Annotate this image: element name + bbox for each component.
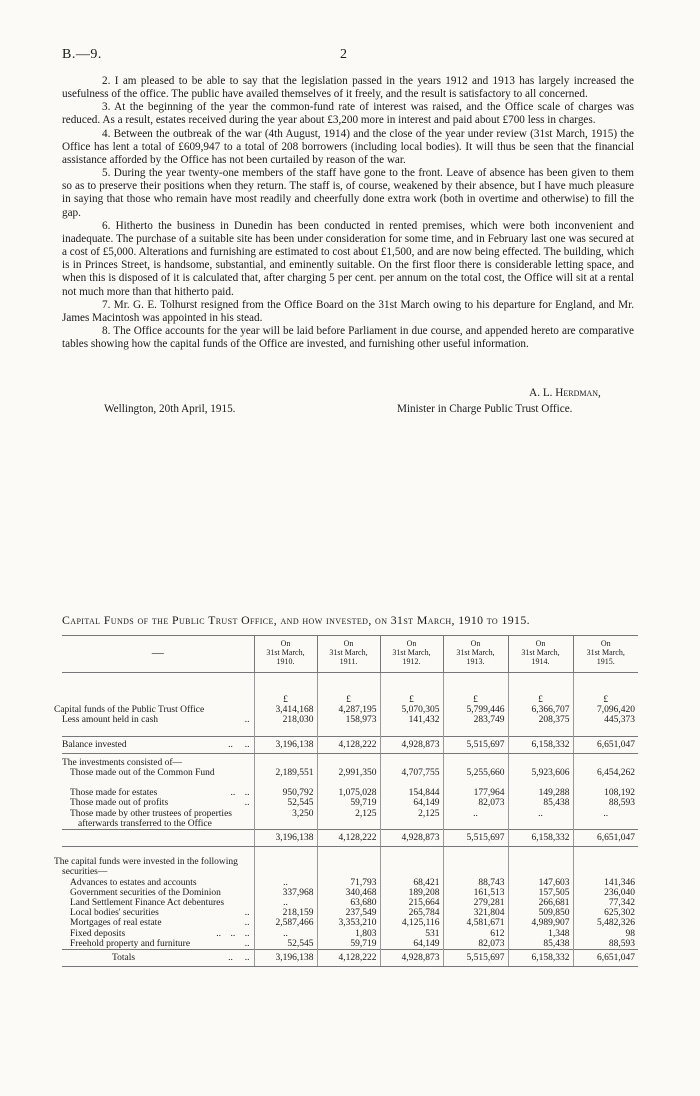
report-body <box>62 75 634 351</box>
table-header-row <box>62 636 638 673</box>
table-row: Those made for estates .. .. 950,792 1,075,028 154,844 177,964 149,288 108,192 <box>62 788 638 798</box>
column-header: On 31st March, 1912. <box>380 636 443 673</box>
paragraph-5: 5. During the year twenty-one members of the staff have gone to the front. Leave of absence has been given to them so as to preserve their positions when they return. The staff is, of course, weakened by their absence, but I have much pleasure in saying that those who remain have most readily and cheerfully done extra work (both in overtime and otherwise) to fill the gap. <box>62 167 634 219</box>
spacer-row <box>62 673 638 696</box>
page-number: 2 <box>340 47 347 62</box>
column-header: On 31st March, 1915. <box>573 636 638 673</box>
section-heading-row: The investments consisted of— <box>62 753 638 768</box>
table-row: Freehold property and furniture .. 52,545 59,719 64,149 82,073 85,438 88,593 <box>62 939 638 950</box>
table-row: Capital funds of the Public Trust Office 3,414,168 4,287,195 5,070,305 5,799,446 6,366,707 7,096,420 <box>62 705 638 715</box>
paragraph-6: 6. Hitherto the business in Dunedin has been conducted in rented premises, which were both inconvenient and inadequate. The purchase of a suitable site has been under consideration for some time, and in February last one was secured at a cost of £5,000. Alterations and furnishing are estimated to cost about £1,500, and are now being effected. The building, which is in Princes Street, is handsome, substantial, and eminently suitable. On the first floor there is considerable letting space, and when this is disposed of it is calculated that, after charging 5 per cent. per annum on the total cost, the Office will sit at a rental not much more than that hitherto paid. <box>62 219 634 298</box>
column-header: On 31st March, 1911. <box>317 636 380 673</box>
spacer-row <box>62 726 638 737</box>
signatory-title: Minister in Charge Public Trust Office. <box>397 403 573 415</box>
place-date: Wellington, 20th April, 1915. <box>104 403 236 415</box>
table-row: Less amount held in cash .. 218,030 158,973 141,432 283,749 208,375 445,373 <box>62 715 638 725</box>
spacer-row <box>62 847 638 858</box>
table-title: Capital Funds of the Public Trust Office, and how invested, on 31st March, 1910 to 1915. <box>62 613 530 627</box>
paragraph-4: 4. Between the outbreak of the war (4th August, 1914) and the close of the year under review (31st March, 1915) the Office has lent a total of £609,947 to a total of 208 borrowers (including local bodies). It will thus be seen that the financial assistance afforded by the Office has not been curtailed by reason of the war. <box>62 127 634 166</box>
column-header: On 31st March, 1910. <box>254 636 317 673</box>
signatory-name: A. L. Herdman, <box>529 387 601 399</box>
currency-row: £ £ £ £ £ £ <box>62 695 638 705</box>
column-header: On 31st March, 1914. <box>508 636 573 673</box>
table-row: Land Settlement Finance Act debentures .. 63,680 215,664 279,281 266,681 77,342 <box>62 898 638 908</box>
table-row: Those made by other trustees of properties afterwards transferred to the Office 3,250 2,125 2,125 .. .. .. <box>62 809 638 830</box>
document-reference: B.—9. <box>62 47 102 62</box>
table-row: Government securities of the Dominion 337,968 340,468 189,208 161,513 157,505 236,040 <box>62 888 638 898</box>
table-row: Local bodies' securities .. 218,159 237,549 265,784 321,804 509,850 625,302 <box>62 908 638 918</box>
table-row: Advances to estates and accounts .. 71,793 68,421 88,743 147,603 141,346 <box>62 878 638 888</box>
section-heading-row: The capital funds were invested in the following securities— <box>62 857 638 877</box>
table-row: Mortgages of real estate .. 2,587,466 3,353,210 4,125,116 4,581,671 4,989,907 5,482,326 <box>62 918 638 928</box>
spacer-row <box>62 778 638 788</box>
column-header: On 31st March, 1913. <box>443 636 508 673</box>
paragraph-8: 8. The Office accounts for the year will be laid before Parliament in due course, and appended hereto are comparative tables showing how the capital funds of the Office are invested, and furnishing other useful information. <box>62 324 634 351</box>
capital-funds-table <box>54 635 638 967</box>
table-row: Fixed deposits .. .. .. .. 1,803 531 612 1,348 98 <box>62 929 638 939</box>
table-row: Those made out of the Common Fund 2,189,551 2,991,350 4,707,755 5,255,660 5,923,606 6,454,262 <box>62 768 638 778</box>
table-row-balance: Balance invested .. .. 3,196,138 4,128,222 4,928,873 5,515,697 6,158,332 6,651,047 <box>62 736 638 753</box>
paragraph-2: 2. I am pleased to be able to say that the legislation passed in the years 1912 and 1913 has largely increased the usefulness of the office. The public have availed themselves of it freely, and the result is satisfactory to all concerned. <box>62 75 634 101</box>
paragraph-3: 3. At the beginning of the year the common-fund rate of interest was raised, and the Office scale of charges was reduced. As a result, estates received during the year about £3,200 more in interest and paid about £700 less in charges. <box>62 101 634 127</box>
header-corner: — <box>62 636 254 673</box>
paragraph-7: 7. Mr. G. E. Tolhurst resigned from the Office Board on the 31st March owing to his departure for England, and Mr. James Macintosh was appointed in his stead. <box>62 298 634 324</box>
table-row: Those made out of profits .. 52,545 59,719 64,149 82,073 85,438 88,593 <box>62 798 638 808</box>
table-row-totals: Totals .. .. 3,196,138 4,128,222 4,928,873 5,515,697 6,158,332 6,651,047 <box>62 950 638 967</box>
table-row-subtotal: 3,196,138 4,128,222 4,928,873 5,515,697 6,158,332 6,651,047 <box>62 830 638 847</box>
